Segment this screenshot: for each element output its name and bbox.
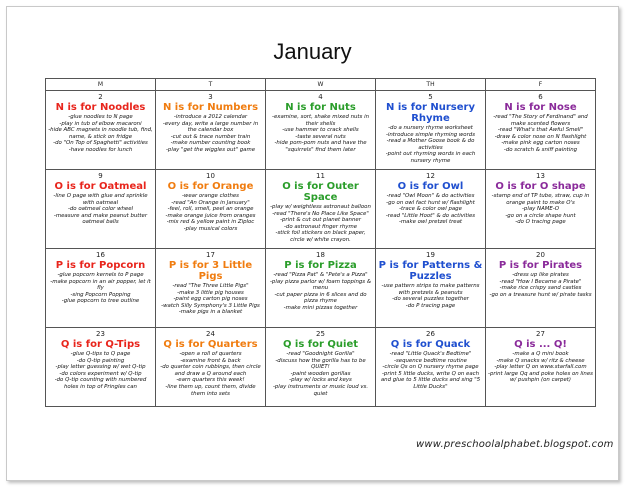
activity-item: -do Q-tip counting with numbered holes in top of Pringles can — [54, 377, 147, 390]
day-number: 13 — [536, 172, 545, 180]
weekday-header-row — [46, 79, 596, 91]
day-cell — [376, 328, 486, 407]
day-number: 20 — [536, 251, 545, 259]
activity-item: -do O tracing page — [515, 219, 566, 226]
activity-item: -make mini pizzas together — [283, 304, 358, 311]
activity-item: -play "get the wiggles out" game — [165, 146, 256, 153]
activity-item: -paint wooden gorillas — [290, 370, 351, 377]
day-cell — [266, 91, 376, 170]
activity-item: -read "Owl Moon" & do activities — [386, 193, 475, 199]
weekday-wednesday: W — [266, 79, 376, 91]
lesson-heading: P is for 3 Little Pigs — [168, 260, 253, 282]
activity-item: -make rice crispy sand castles — [499, 285, 582, 292]
activity-item: -make popcorn in an air popper, let it fly — [50, 278, 151, 292]
activity-item: -circle Qs on Q nursery rhyme page — [382, 364, 479, 371]
activity-item: -print 5 little ducks, write Q on each and glue to 5 little ducks and sing "5 Little Ducks" — [380, 370, 481, 390]
activity-item: -print large Qq and poke holes on lines w/ pushpin (on carpet) — [488, 370, 593, 384]
weekday-thursday: TH — [376, 79, 486, 91]
activity-item: -play in tub of elbow macaroni — [59, 120, 142, 127]
calendar-page — [6, 6, 619, 481]
activity-item: -stamp end of TP tube, straw, cup in orange paint to make O's — [491, 193, 590, 206]
day-number: 24 — [206, 330, 215, 338]
day-number: 2 — [98, 93, 103, 101]
activity-item: -cut out & trace number train — [170, 133, 251, 140]
activity-item: -glue noodles to N page — [68, 114, 133, 120]
activity-item: -make number counting book — [170, 140, 251, 147]
day-number: 27 — [536, 330, 545, 338]
day-number: 9 — [98, 172, 103, 180]
day-cell — [486, 91, 596, 170]
day-cell — [156, 249, 266, 328]
day-cell — [46, 328, 156, 407]
day-cell — [156, 170, 266, 249]
day-number: 18 — [316, 251, 325, 259]
lesson-heading: N is for Noodles — [55, 102, 146, 113]
activity-item: -mix red & yellow paint in Ziploc — [166, 219, 255, 226]
activity-item: -introduce simple rhyming words — [385, 131, 476, 138]
activity-item: -play w/ weightless astronaut balloon — [270, 204, 371, 210]
activity-item: -open a roll of quarters — [179, 351, 242, 357]
activity-item: -read "Little Quack's Bedtime" — [389, 351, 472, 357]
lesson-heading: N is for Nuts — [285, 102, 356, 113]
day-cell — [46, 91, 156, 170]
day-cell — [156, 91, 266, 170]
activity-item: -line O page with glue and sprinkle with oatmeal — [53, 193, 148, 206]
lesson-heading: O is for Owl — [397, 181, 464, 192]
day-cell — [156, 328, 266, 407]
activity-item: -print & cut out planet banner — [280, 217, 361, 224]
activity-item: -play instruments or music loud vs. quiet — [272, 383, 369, 397]
week-row — [46, 328, 596, 407]
activity-item: -introduce a 2012 calendar — [173, 114, 248, 120]
activity-item: -examine front & back — [180, 357, 241, 364]
blog-url: www.preschoolalphabet.blogspot.com — [416, 439, 614, 450]
day-number: 16 — [96, 251, 105, 259]
activity-item: -feel, roll, smell, peel an orange — [167, 206, 254, 213]
day-cell — [376, 249, 486, 328]
activity-item: -draw & color nose on N flashlight — [494, 133, 587, 140]
activity-item: -do "On Top of Spaghetti" activities — [53, 140, 148, 147]
activity-item: -paint egg carton pig noses — [173, 296, 248, 303]
activity-item: -play w/ locks and keys — [289, 377, 352, 384]
activity-item: -hide ABC magnets in noodle tub, find, name, & stick on fridge — [48, 127, 153, 140]
week-row — [46, 91, 596, 170]
activity-item: -go on a circle shape hunt — [505, 212, 576, 219]
activity-item: -wear orange clothes — [181, 193, 239, 199]
activity-item: -make orange juice from oranges — [165, 212, 256, 219]
activity-item: -make a Q mini book — [512, 351, 569, 357]
activity-item: -discuss how the gorilla has to be QUIET! — [275, 357, 366, 371]
activity-item: -do colors experiment w/ Q-tip — [59, 370, 142, 377]
lesson-heading: O is for Orange — [167, 181, 254, 192]
lesson-heading: N is for Nursery Rhyme — [386, 102, 475, 124]
activity-item: -do quarter coin rubbings, then circle and draw a Q around each — [160, 364, 261, 377]
activity-item: -play pizza parlor w/ foam toppings & menu — [269, 278, 372, 292]
activity-item: -earn quarters this week! — [176, 377, 245, 384]
day-number: 17 — [206, 251, 215, 259]
day-number: 26 — [426, 330, 435, 338]
activity-item: -every day, write a large number in the calendar box — [162, 120, 259, 134]
day-cell — [266, 328, 376, 407]
activity-item: -make Q snacks w/ ritz & cheese — [496, 357, 585, 364]
day-number: 25 — [316, 330, 325, 338]
lesson-heading: N is for Numbers — [162, 102, 259, 113]
day-cell — [486, 328, 596, 407]
lesson-heading: P is for Patterns & Puzzles — [378, 260, 483, 282]
activity-item: -read "Pizza Pat" & "Pete's a Pizza" — [273, 272, 368, 278]
activity-item: -dress up like pirates — [512, 272, 569, 278]
activity-item: -have noodles for lunch — [68, 146, 133, 153]
lesson-calendar — [45, 78, 596, 407]
activity-item: -play letter Q on www.starfall.com — [494, 364, 587, 371]
day-number: 4 — [318, 93, 323, 101]
activity-item: -point out rhyming words in each nursery rhyme — [385, 151, 476, 164]
activity-item: -do Q-tip painting — [76, 357, 125, 364]
day-number: 23 — [96, 330, 105, 338]
lesson-heading: P is for Pirates — [498, 260, 583, 271]
lesson-heading: P is for Pizza — [284, 260, 357, 271]
day-number: 6 — [538, 93, 543, 101]
day-number: 12 — [426, 172, 435, 180]
lesson-heading: Q is for Quarters — [163, 339, 258, 350]
activity-item: -make 3 little pig houses — [177, 289, 244, 296]
calendar-title: January — [273, 39, 352, 64]
day-number: 10 — [206, 172, 215, 180]
activity-item: -taste several nuts — [295, 133, 346, 140]
day-cell — [266, 170, 376, 249]
weekday-monday: M — [46, 79, 156, 91]
activity-item: -glue popcorn kernels to P page — [57, 272, 144, 278]
activity-item: -do oatmeal color wheel — [67, 206, 134, 213]
activity-item: -make pink egg carton noses — [501, 140, 580, 147]
activity-item: -make pigs in a blanket — [178, 309, 243, 316]
activity-item: -sing Popcorn Popping — [70, 291, 131, 298]
activity-item: -play musical colors — [183, 225, 238, 232]
week-row — [46, 170, 596, 249]
day-cell — [376, 91, 486, 170]
activity-item: -line them up, count them, divide them into sets — [165, 383, 256, 397]
lesson-heading: Q is for Quiet — [282, 339, 359, 350]
activity-item: -do P tracing page — [405, 302, 456, 309]
day-cell — [46, 170, 156, 249]
activity-item: -examine, sort, shake mixed nuts in their shells — [272, 114, 369, 127]
activity-item: -read "There's No Place Like Space" — [272, 210, 369, 217]
activity-item: -measure and make peanut butter oatmeal balls — [53, 212, 148, 226]
day-cell — [486, 170, 596, 249]
lesson-heading: Q is for Quack — [390, 339, 471, 350]
activity-item: -read a Mother Goose book & do activities — [386, 138, 475, 151]
activity-item: -read "How I Became a Pirate" — [499, 278, 582, 285]
day-number: 3 — [208, 93, 213, 101]
day-cell — [46, 249, 156, 328]
lesson-heading: Q is for Q-Tips — [60, 339, 141, 350]
weekday-tuesday: T — [156, 79, 266, 91]
activity-item: -hide pom-pom nuts and have the "squirrels" find them later — [274, 140, 367, 153]
activity-item: -do a nursery rhyme worksheet — [388, 125, 473, 131]
activity-item: -sequence bedtime routine — [394, 357, 467, 364]
activity-item: -glue popcorn to tree outline — [61, 298, 140, 305]
lesson-heading: O is for Outer Space — [282, 181, 359, 203]
lesson-heading: P is for Popcorn — [55, 260, 146, 271]
day-cell — [486, 249, 596, 328]
weekday-friday: F — [486, 79, 596, 91]
activity-item: -read "What's that Awful Smell" — [497, 127, 584, 134]
activity-item: -do scratch & sniff painting — [503, 146, 578, 153]
activity-item: -stick foil stickers on black paper, circle w/ white crayon. — [275, 230, 366, 243]
activity-item: -go on a treasure hunt w/ pirate tasks — [489, 291, 592, 298]
lesson-heading: N is for Nose — [504, 102, 577, 113]
activity-item: -trace & color owl page — [399, 206, 462, 213]
day-number: 11 — [316, 172, 325, 180]
activity-item: -watch Silly Symphony's 3 Little Pigs — [161, 302, 260, 309]
day-cell — [376, 170, 486, 249]
activity-item: -cut paper pizza in 6 slices and do pizza rhyme — [274, 291, 367, 305]
activity-item: -do astronaut finger rhyme — [283, 223, 358, 230]
lesson-heading: O is for O shape — [495, 181, 586, 192]
lesson-heading: Q is ... Q! — [514, 339, 567, 350]
activity-item: -glue Q-tips to Q page — [70, 351, 131, 357]
activity-item: -go on owl fact hunt w/ flashlight — [386, 199, 475, 206]
day-cell — [266, 249, 376, 328]
activity-item: -read "Little Hoot" & do activities — [385, 212, 476, 219]
activity-item: -read "Goodnight Gorilla" — [286, 351, 355, 357]
activity-item: -use pattern strips to make patterns with pretzels & peanuts — [381, 283, 480, 296]
day-number: 5 — [428, 93, 433, 101]
activity-item: -use hammer to crack shells — [282, 127, 359, 134]
lesson-heading: O is for Oatmeal — [54, 181, 147, 192]
activity-item: -read "The Story of Ferdinand" and make scented flowers — [493, 114, 588, 127]
week-row — [46, 249, 596, 328]
activity-item: -read "The Three Little Pigs" — [172, 283, 249, 289]
activity-item: -read "An Orange in January" — [171, 199, 250, 206]
activity-item: -do several puzzles together — [392, 296, 469, 303]
calendar-weeks — [46, 91, 596, 407]
activity-item: -play letter guessing w/ wet Q-tip — [55, 364, 146, 371]
activity-item: -play NAME-O — [521, 206, 560, 213]
activity-item: -make owl pretzel treat — [398, 219, 463, 226]
day-number: 19 — [426, 251, 435, 259]
